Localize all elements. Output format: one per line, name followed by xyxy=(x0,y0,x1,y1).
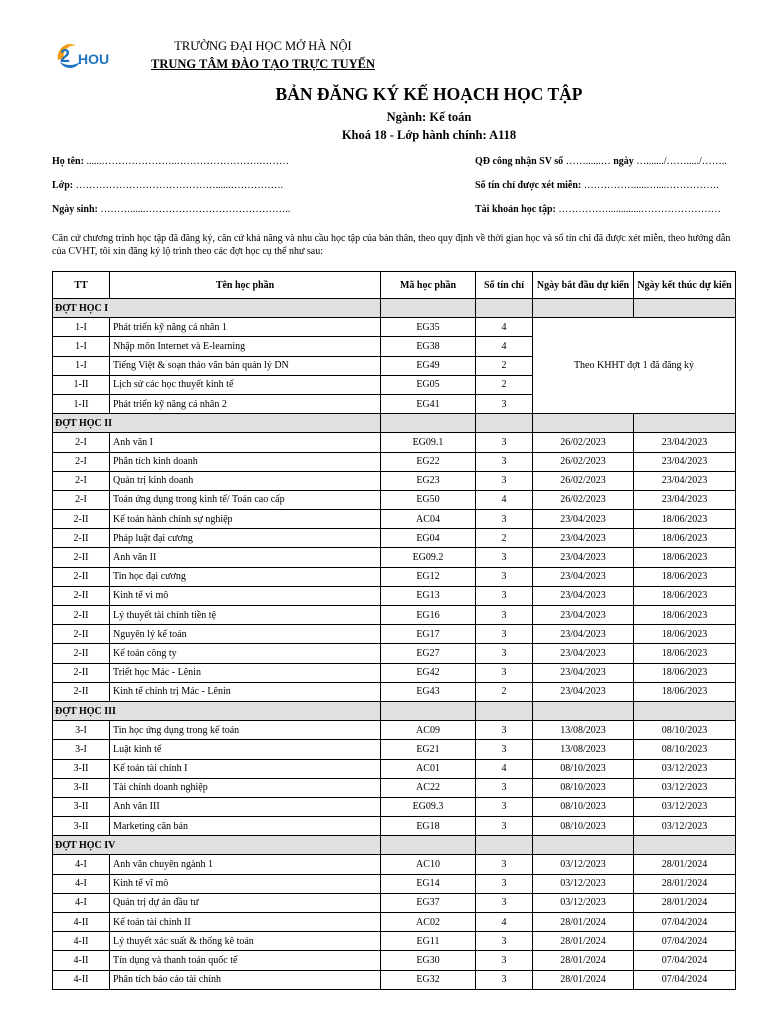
cell-credits: 3 xyxy=(476,606,533,625)
exempt-credits-field xyxy=(475,180,719,191)
cell-credits: 3 xyxy=(476,644,533,663)
cell-course-name: Tín dụng và thanh toán quốc tế xyxy=(110,951,381,970)
document-title: BẢN ĐĂNG KÝ KẾ HOẠCH HỌC TẬP xyxy=(275,84,583,104)
intro-paragraph: Căn cứ chương trình học tập đã đăng ký, căn cứ khả năng và nhu cầu học tập của bản thân, theo quy định về thời gian học và số tín chỉ đã được xét miễn, theo hướng dẫn của CVHT, tôi xin đăng ký lộ trình theo các đợt học cụ thể như sau: xyxy=(52,233,731,257)
cell-course-code: EG32 xyxy=(381,970,476,989)
cell-course-name: Tin học đại cương xyxy=(110,567,381,586)
cell-course-code: EG09.3 xyxy=(381,797,476,816)
table-row xyxy=(53,759,736,778)
cell-tt: 3-II xyxy=(53,759,110,778)
cell-end-date: 08/10/2023 xyxy=(634,740,736,759)
cell-course-name: Lý thuyết xác suất & thống kê toán xyxy=(110,932,381,951)
cell-tt: 2-I xyxy=(53,471,110,490)
phase-row xyxy=(53,299,736,318)
cell-course-code: EG16 xyxy=(381,606,476,625)
study-plan-table xyxy=(52,271,736,990)
cell-end-date: 18/06/2023 xyxy=(634,644,736,663)
cell-course-name: Anh văn chuyên ngành 1 xyxy=(110,855,381,874)
cell-start-date: 23/04/2023 xyxy=(533,625,634,644)
phase-empty-cell xyxy=(634,414,736,433)
cell-end-date: 18/06/2023 xyxy=(634,567,736,586)
cell-course-name: Phân tích báo cáo tài chính xyxy=(110,970,381,989)
cell-course-code: AC22 xyxy=(381,778,476,797)
cell-tt: 4-II xyxy=(53,951,110,970)
table-row xyxy=(53,893,736,912)
cell-start-date: 23/04/2023 xyxy=(533,567,634,586)
table-row xyxy=(53,510,736,529)
cell-credits: 3 xyxy=(476,663,533,682)
cell-credits: 2 xyxy=(476,356,533,375)
name-label: Họ tên: xyxy=(52,156,84,167)
cell-start-date: 08/10/2023 xyxy=(533,778,634,797)
cell-credits: 3 xyxy=(476,471,533,490)
cell-start-date: 23/04/2023 xyxy=(533,682,634,701)
cell-start-date: 23/04/2023 xyxy=(533,548,634,567)
cell-tt: 4-I xyxy=(53,893,110,912)
cell-course-name: Anh văn I xyxy=(110,433,381,452)
cell-end-date: 18/06/2023 xyxy=(634,682,736,701)
cell-course-code: AC09 xyxy=(381,721,476,740)
cell-end-date: 03/12/2023 xyxy=(634,797,736,816)
school-name: TRƯỜNG ĐẠI HỌC MỞ HÀ NỘI xyxy=(174,39,352,53)
cell-tt: 2-II xyxy=(53,567,110,586)
cell-credits: 3 xyxy=(476,797,533,816)
phase-empty-cell xyxy=(533,414,634,433)
table-row xyxy=(53,471,736,490)
cell-course-code: EG27 xyxy=(381,644,476,663)
cell-end-date: 18/06/2023 xyxy=(634,606,736,625)
cell-course-name: Tiếng Việt & soạn thảo văn bản quản lý DN xyxy=(110,356,381,375)
phase-empty-cell xyxy=(476,299,533,318)
cell-credits: 3 xyxy=(476,951,533,970)
cell-start-date: 13/08/2023 xyxy=(533,721,634,740)
name-field xyxy=(52,156,289,167)
account-label: Tài khoản học tập: xyxy=(475,204,556,215)
header-credits: Số tín chỉ xyxy=(476,272,533,299)
table-row xyxy=(53,855,736,874)
cell-end-date: 03/12/2023 xyxy=(634,759,736,778)
cell-start-date: 23/04/2023 xyxy=(533,586,634,605)
cell-course-name: Phân tích kinh doanh xyxy=(110,452,381,471)
table-row xyxy=(53,644,736,663)
cell-tt: 2-II xyxy=(53,529,110,548)
cell-end-date: 18/06/2023 xyxy=(634,625,736,644)
cell-course-name: Kế toán tài chính I xyxy=(110,759,381,778)
cell-tt: 4-I xyxy=(53,874,110,893)
table-row xyxy=(53,951,736,970)
phase-empty-cell xyxy=(476,701,533,720)
decision-value: ……......… xyxy=(565,156,614,167)
exempt-credits-label: Số tín chỉ được xét miễn: xyxy=(475,180,582,191)
phase-empty-cell xyxy=(476,414,533,433)
phase-empty-cell xyxy=(381,836,476,855)
cell-end-date: 03/12/2023 xyxy=(634,817,736,836)
table-row xyxy=(53,318,736,337)
table-row xyxy=(53,682,736,701)
cell-end-date: 08/10/2023 xyxy=(634,721,736,740)
cell-course-name: Nhập môn Internet và E-learning xyxy=(110,337,381,356)
cell-course-code: EG05 xyxy=(381,375,476,394)
cell-course-name: Lịch sử các học thuyết kinh tế xyxy=(110,375,381,394)
cell-tt: 4-II xyxy=(53,913,110,932)
dob-value: ………......…………………………………….. xyxy=(100,204,291,215)
table-row xyxy=(53,490,736,509)
cell-course-name: Lý thuyết tài chính tiền tệ xyxy=(110,606,381,625)
phase-empty-cell xyxy=(634,701,736,720)
account-field xyxy=(475,204,721,215)
cell-credits: 4 xyxy=(476,318,533,337)
cell-credits: 3 xyxy=(476,567,533,586)
table-row xyxy=(53,548,736,567)
cell-course-code: EG11 xyxy=(381,932,476,951)
cell-tt: 2-II xyxy=(53,625,110,644)
cell-credits: 3 xyxy=(476,452,533,471)
cell-course-code: AC01 xyxy=(381,759,476,778)
cell-end-date: 07/04/2024 xyxy=(634,970,736,989)
cell-course-code: EG14 xyxy=(381,874,476,893)
cell-end-date: 28/01/2024 xyxy=(634,874,736,893)
cell-course-code: EG35 xyxy=(381,318,476,337)
cell-start-date: 26/02/2023 xyxy=(533,433,634,452)
decision-date-label: ngày xyxy=(613,156,634,167)
cell-course-name: Toán ứng dụng trong kinh tế/ Toán cao cấp xyxy=(110,490,381,509)
cell-start-date: 23/04/2023 xyxy=(533,529,634,548)
phase-empty-cell xyxy=(381,701,476,720)
cell-credits: 3 xyxy=(476,893,533,912)
class-value: ……………………………………......……………. xyxy=(75,180,284,191)
cell-start-date: 28/01/2024 xyxy=(533,970,634,989)
cell-course-name: Quản trị dự án đầu tư xyxy=(110,893,381,912)
table-row xyxy=(53,663,736,682)
cell-tt: 4-II xyxy=(53,932,110,951)
cell-start-date: 23/04/2023 xyxy=(533,510,634,529)
cell-tt: 1-II xyxy=(53,375,110,394)
phase-empty-cell xyxy=(533,299,634,318)
phase-empty-cell xyxy=(533,836,634,855)
table-row xyxy=(53,721,736,740)
cell-start-date: 28/01/2024 xyxy=(533,951,634,970)
cell-course-code: EG13 xyxy=(381,586,476,605)
cell-course-code: AC02 xyxy=(381,913,476,932)
cell-course-name: Nguyên lý kế toán xyxy=(110,625,381,644)
cell-course-name: Marketing căn bản xyxy=(110,817,381,836)
header-course-code: Mã học phần xyxy=(381,272,476,299)
cell-course-code: EG09.2 xyxy=(381,548,476,567)
cell-course-name: Phát triển kỹ năng cá nhân 1 xyxy=(110,318,381,337)
header-tt: TT xyxy=(53,272,110,299)
table-row xyxy=(53,970,736,989)
cell-tt: 2-II xyxy=(53,682,110,701)
table-row xyxy=(53,740,736,759)
phase-empty-cell xyxy=(381,414,476,433)
cell-course-code: EG04 xyxy=(381,529,476,548)
cell-course-code: EG09.1 xyxy=(381,433,476,452)
cell-tt: 4-II xyxy=(53,970,110,989)
cell-tt: 2-II xyxy=(53,548,110,567)
table-row xyxy=(53,452,736,471)
cell-start-date: 26/02/2023 xyxy=(533,452,634,471)
cell-course-code: EG12 xyxy=(381,567,476,586)
cell-course-name: Anh văn III xyxy=(110,797,381,816)
cell-course-code: AC10 xyxy=(381,855,476,874)
cell-end-date: 23/04/2023 xyxy=(634,452,736,471)
center-name: TRUNG TÂM ĐÀO TẠO TRỰC TUYẾN xyxy=(151,57,375,71)
cell-end-date: 18/06/2023 xyxy=(634,586,736,605)
cell-course-name: Kinh tế vĩ mô xyxy=(110,874,381,893)
phase-empty-cell xyxy=(476,836,533,855)
cell-credits: 3 xyxy=(476,817,533,836)
table-row xyxy=(53,913,736,932)
cell-tt: 2-I xyxy=(53,452,110,471)
cell-course-code: EG17 xyxy=(381,625,476,644)
table-row xyxy=(53,797,736,816)
cell-course-code: EG43 xyxy=(381,682,476,701)
table-body xyxy=(53,299,736,990)
cell-tt: 4-I xyxy=(53,855,110,874)
cell-credits: 3 xyxy=(476,932,533,951)
cell-course-name: Tài chính doanh nghiệp xyxy=(110,778,381,797)
table-row xyxy=(53,932,736,951)
cell-course-name: Kinh tế vi mô xyxy=(110,586,381,605)
account-value: …………….............…………………… xyxy=(558,204,721,215)
cell-start-date: 23/04/2023 xyxy=(533,663,634,682)
logo-icon xyxy=(54,38,116,74)
cell-course-code: EG50 xyxy=(381,490,476,509)
exempt-credits-value: …………….....…....……………. xyxy=(583,180,719,191)
cell-tt: 2-I xyxy=(53,433,110,452)
cell-start-date: 28/01/2024 xyxy=(533,932,634,951)
dob-label: Ngày sinh: xyxy=(52,204,98,215)
cell-end-date: 03/12/2023 xyxy=(634,778,736,797)
merged-schedule-note: Theo KHHT đợt 1 đã đăng ký xyxy=(533,318,736,414)
table-row xyxy=(53,817,736,836)
cell-start-date: 23/04/2023 xyxy=(533,644,634,663)
cell-credits: 4 xyxy=(476,913,533,932)
phase-row xyxy=(53,701,736,720)
cell-end-date: 18/06/2023 xyxy=(634,529,736,548)
cell-end-date: 18/06/2023 xyxy=(634,663,736,682)
phase-row xyxy=(53,836,736,855)
cell-credits: 3 xyxy=(476,740,533,759)
cell-end-date: 23/04/2023 xyxy=(634,433,736,452)
cell-credits: 3 xyxy=(476,721,533,740)
cell-tt: 3-II xyxy=(53,817,110,836)
table-row xyxy=(53,433,736,452)
class-field xyxy=(52,180,283,191)
table-header-row xyxy=(53,272,736,299)
cell-credits: 4 xyxy=(476,759,533,778)
cell-course-name: Kế toán tài chính II xyxy=(110,913,381,932)
cell-start-date: 13/08/2023 xyxy=(533,740,634,759)
cell-credits: 2 xyxy=(476,529,533,548)
cell-course-name: Triết học Mác - Lênin xyxy=(110,663,381,682)
cell-start-date: 28/01/2024 xyxy=(533,913,634,932)
class-label: Lớp: xyxy=(52,180,74,191)
cell-end-date: 23/04/2023 xyxy=(634,490,736,509)
cell-credits: 3 xyxy=(476,548,533,567)
cell-course-code: EG21 xyxy=(381,740,476,759)
cohort-line: Khoá 18 - Lớp hành chính: A118 xyxy=(341,128,517,142)
phase-empty-cell xyxy=(533,701,634,720)
cell-end-date: 18/06/2023 xyxy=(634,510,736,529)
table-row xyxy=(53,625,736,644)
table-row xyxy=(53,567,736,586)
cell-credits: 3 xyxy=(476,510,533,529)
cell-start-date: 26/02/2023 xyxy=(533,490,634,509)
table-row xyxy=(53,874,736,893)
cell-credits: 3 xyxy=(476,778,533,797)
cell-start-date: 03/12/2023 xyxy=(533,893,634,912)
cell-course-name: Pháp luật đại cương xyxy=(110,529,381,548)
decision-date-value: …......./……...../…….. xyxy=(636,156,727,167)
cell-start-date: 26/02/2023 xyxy=(533,471,634,490)
cell-credits: 3 xyxy=(476,874,533,893)
phase-label: ĐỢT HỌC I xyxy=(53,299,381,318)
cell-end-date: 07/04/2024 xyxy=(634,932,736,951)
table-row xyxy=(53,778,736,797)
cell-course-name: Kinh tế chính trị Mác - Lênin xyxy=(110,682,381,701)
cell-tt: 2-II xyxy=(53,606,110,625)
cell-credits: 2 xyxy=(476,682,533,701)
cell-end-date: 07/04/2024 xyxy=(634,951,736,970)
cell-credits: 3 xyxy=(476,433,533,452)
phase-empty-cell xyxy=(634,836,736,855)
logo-text: HOU xyxy=(78,51,110,67)
cell-course-name: Anh văn II xyxy=(110,548,381,567)
cell-end-date: 07/04/2024 xyxy=(634,913,736,932)
phase-label: ĐỢT HỌC IV xyxy=(53,836,381,855)
cell-tt: 2-I xyxy=(53,490,110,509)
cell-tt: 1-I xyxy=(53,318,110,337)
cell-credits: 3 xyxy=(476,970,533,989)
cell-credits: 3 xyxy=(476,586,533,605)
cell-tt: 2-II xyxy=(53,586,110,605)
header-course-name: Tên học phần xyxy=(110,272,381,299)
cell-course-code: EG42 xyxy=(381,663,476,682)
cell-start-date: 08/10/2023 xyxy=(533,759,634,778)
major-line: Ngành: Kế toán xyxy=(386,110,472,124)
cell-start-date: 08/10/2023 xyxy=(533,817,634,836)
phase-label: ĐỢT HỌC III xyxy=(53,701,381,720)
hou-logo xyxy=(54,38,116,74)
name-value: ......…………………..…………………….……… xyxy=(86,156,289,167)
decision-field xyxy=(475,156,727,167)
header-start-date: Ngày bắt đầu dự kiến xyxy=(533,272,634,299)
cell-tt: 2-II xyxy=(53,644,110,663)
cell-end-date: 23/04/2023 xyxy=(634,471,736,490)
cell-tt: 3-I xyxy=(53,721,110,740)
decision-label: QĐ công nhận SV số xyxy=(475,156,564,167)
cell-start-date: 23/04/2023 xyxy=(533,606,634,625)
cell-course-code: EG22 xyxy=(381,452,476,471)
cell-credits: 4 xyxy=(476,337,533,356)
cell-course-code: EG23 xyxy=(381,471,476,490)
cell-tt: 2-II xyxy=(53,510,110,529)
table-row xyxy=(53,606,736,625)
phase-row xyxy=(53,414,736,433)
cell-start-date: 03/12/2023 xyxy=(533,855,634,874)
cell-course-name: Phát triển kỹ năng cá nhân 2 xyxy=(110,394,381,413)
phase-empty-cell xyxy=(634,299,736,318)
svg-text:2: 2 xyxy=(60,46,71,66)
cell-start-date: 03/12/2023 xyxy=(533,874,634,893)
cell-tt: 3-II xyxy=(53,797,110,816)
cell-course-name: Tin học ứng dụng trong kế toán xyxy=(110,721,381,740)
cell-tt: 3-I xyxy=(53,740,110,759)
cell-tt: 1-I xyxy=(53,337,110,356)
cell-course-code: AC04 xyxy=(381,510,476,529)
cell-credits: 3 xyxy=(476,625,533,644)
cell-course-code: EG37 xyxy=(381,893,476,912)
cell-tt: 3-II xyxy=(53,778,110,797)
cell-tt: 2-II xyxy=(53,663,110,682)
table-row xyxy=(53,529,736,548)
cell-course-name: Luật kinh tế xyxy=(110,740,381,759)
cell-tt: 1-I xyxy=(53,356,110,375)
cell-end-date: 18/06/2023 xyxy=(634,548,736,567)
cell-end-date: 28/01/2024 xyxy=(634,855,736,874)
dob-field xyxy=(52,204,290,215)
cell-course-name: Kế toán công ty xyxy=(110,644,381,663)
cell-credits: 2 xyxy=(476,375,533,394)
phase-label: ĐỢT HỌC II xyxy=(53,414,381,433)
cell-credits: 3 xyxy=(476,394,533,413)
cell-start-date: 08/10/2023 xyxy=(533,797,634,816)
header-end-date: Ngày kết thúc dự kiến xyxy=(634,272,736,299)
cell-credits: 3 xyxy=(476,855,533,874)
cell-credits: 4 xyxy=(476,490,533,509)
phase-empty-cell xyxy=(381,299,476,318)
table-row xyxy=(53,586,736,605)
cell-end-date: 28/01/2024 xyxy=(634,893,736,912)
cell-course-code: EG38 xyxy=(381,337,476,356)
cell-course-name: Quản trị kinh doanh xyxy=(110,471,381,490)
cell-course-code: EG41 xyxy=(381,394,476,413)
cell-course-code: EG30 xyxy=(381,951,476,970)
cell-tt: 1-II xyxy=(53,394,110,413)
cell-course-name: Kế toán hành chính sự nghiệp xyxy=(110,510,381,529)
cell-course-code: EG49 xyxy=(381,356,476,375)
cell-course-code: EG18 xyxy=(381,817,476,836)
